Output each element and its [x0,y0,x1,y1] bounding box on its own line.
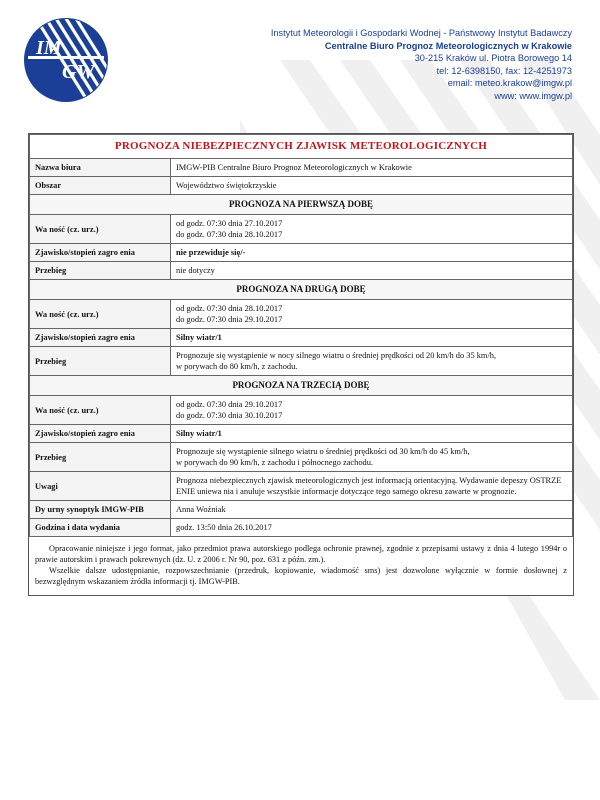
day2-validity-to: do godz. 07:30 dnia 29.10.2017 [176,315,283,324]
office-value: IMGW-PIB Centralne Biuro Prognoz Meteorologicznych w Krakowie [171,159,573,177]
copyright-paragraph-1: Opracowanie niniejsze i jego format, jako przedmiot prawa autorskiego podlega ochronie prawnej, zgodnie z przepisami ustawy z dnia 4 lutego 1994r o prawie autorskim i prawach pokrewnych (dz. U. z 2006 r. Nr 90, poz. 631 z późn. zm.). [35,544,567,564]
day3-course-line1: Prognozuje się wystąpienie silnego wiatru o średniej prędkości od 30 km/h do 45 km/h, [176,447,470,456]
remarks-value: Prognoza niebezpiecznych zjawisk meteorologicznych jest informacją orientacyjną. Wydawanie depeszy OSTRZE ENIE uniewa nia i anuluje wszystkie informacje dotyczące tego samego okresu zawarte w prognozie. [171,472,573,501]
area-label: Obszar [30,177,171,195]
day1-validity-value [171,215,573,244]
remarks-label: Uwagi [30,472,171,501]
forecast-table [29,134,573,537]
day1-heading: PROGNOZA NA PIERWSZĄ DOBĘ [30,195,573,215]
office-label: Nazwa biura [30,159,171,177]
copyright-notice [29,537,573,595]
address: 30-215 Kraków ul. Piotra Borowego 14 [414,53,572,63]
issued-label: Godzina i data wydania [30,519,171,537]
day3-course-line2: w porywach do 90 km/h, z zachodu i północnego zachodu. [176,458,373,467]
day2-phenomenon-label: Zjawisko/stopień zagro enia [30,329,171,347]
day2-course-label: Przebieg [30,347,171,376]
day3-validity-value [171,396,573,425]
day1-phenomenon-label: Zjawisko/stopień zagro enia [30,244,171,262]
day3-course-value [171,443,573,472]
day2-course-line1: Prognozuje się wystąpienie w nocy silnego wiatru o średniej prędkości od 20 km/h do 35 km/h, [176,351,497,360]
day3-phenomenon-value: Silny wiatr/1 [171,425,573,443]
day3-phenomenon-label: Zjawisko/stopień zagro enia [30,425,171,443]
logo-text-top: IM [36,37,62,59]
day3-heading: PROGNOZA NA TRZECIĄ DOBĘ [30,376,573,396]
day3-validity-from: od godz. 07:30 dnia 29.10.2017 [176,400,283,409]
forecaster-value: Anna Woźniak [171,501,573,519]
bureau-name: Centralne Biuro Prognoz Meteorologicznych w Krakowie [324,40,572,51]
day2-course-line2: w porywach do 80 km/h, z zachodu. [176,362,298,371]
day1-phenomenon-value: nie przewiduje się/- [171,244,573,262]
day3-validity-to: do godz. 07:30 dnia 30.10.2017 [176,411,283,420]
day2-course-value [171,347,573,376]
copyright-paragraph-2: Wszelkie dalsze udostępnianie, rozpowszechnianie (przedruk, kopiowanie, wiadomość sms) jest dozwolone wyłącznie w formie dosłownej z bezwzględnym wskazaniem źródła informacji tj. IMGW-PIB. [35,566,567,586]
institute-name: Instytut Meteorologii i Gospodarki Wodnej - Państwowy Instytut Badawczy [270,28,572,38]
logo-text-bottom: GW [62,61,95,83]
day2-heading: PROGNOZA NA DRUGĄ DOBĘ [30,280,573,300]
day1-validity-from: od godz. 07:30 dnia 27.10.2017 [176,219,283,228]
day3-validity-label: Wa ność (cz. urz.) [30,396,171,425]
email[interactable]: email: meteo.krakow@imgw.pl [447,78,572,88]
day1-validity-label: Wa ność (cz. urz.) [30,215,171,244]
day3-course-label: Przebieg [30,443,171,472]
issued-value: godz. 13:50 dnia 26.10.2017 [171,519,573,537]
forecaster-label: Dy urny synoptyk IMGW-PIB [30,501,171,519]
day2-validity-value [171,300,573,329]
document-title: PROGNOZA NIEBEZPIECZNYCH ZJAWISK METEOROLOGICZNYCH [30,135,573,159]
day1-course-label: Przebieg [30,262,171,280]
day2-validity-from: od godz. 07:30 dnia 28.10.2017 [176,304,283,313]
day2-validity-label: Wa ność (cz. urz.) [30,300,171,329]
phone-fax: tel: 12-6398150, fax: 12-4251973 [436,65,572,76]
forecast-document [28,133,574,596]
day1-course-value: nie dotyczy [171,262,573,280]
day1-validity-to: do godz. 07:30 dnia 28.10.2017 [176,230,283,239]
header-contact [271,27,572,102]
area-value: Województwo świętokrzyskie [171,177,573,195]
day2-phenomenon-value: Silny wiatr/1 [171,329,573,347]
website[interactable]: www: www.imgw.pl [494,90,572,101]
imgw-logo [22,16,110,104]
